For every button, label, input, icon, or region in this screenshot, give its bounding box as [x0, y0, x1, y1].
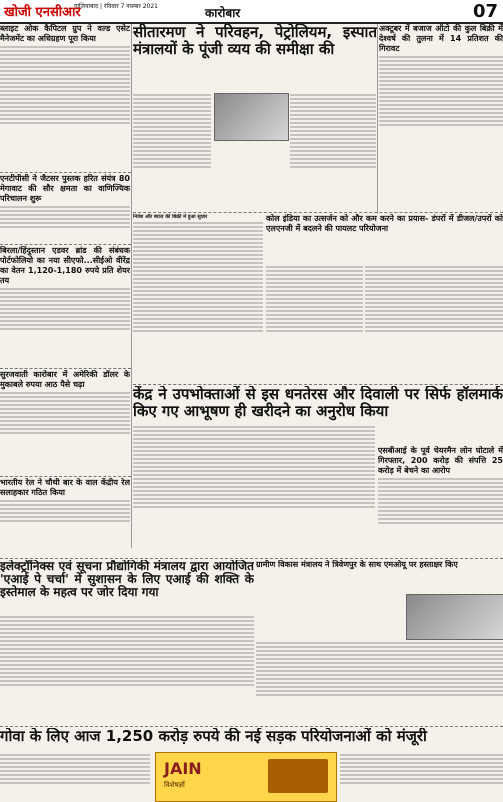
article-12-head	[0, 560, 254, 612]
article-7-text-right	[365, 264, 503, 380]
section-divider	[0, 368, 131, 369]
headline: एनटीपीसी ने जैटसर पुस्तक हरित संयंत्र 80 मेगावाट की सौर क्षमता का वाणिज्यिक परिचालन शुरू	[0, 174, 130, 203]
page-number: 07	[472, 1, 498, 22]
section-title: कारोबार	[205, 6, 241, 20]
headline: बिरला/हिंदुस्तान एडवर ब्रांड की संबंधक पोर्टफोलियो का नया सीएफो...सीईओ वीरेंद्र का वेतन 1,120-1,180 रुपये प्रति शेयर तय	[0, 246, 130, 285]
article-13-head	[256, 560, 503, 592]
newspaper-title: खोजी एनसीआर	[4, 5, 81, 20]
article-7-head	[266, 214, 503, 262]
article-14-text-left	[0, 752, 150, 800]
headline: भारतीय रेल ने चौथी बार के वाल केंद्रीय रेल सलाहकार गठित किया	[0, 478, 130, 497]
ad-title: JAIN	[164, 759, 202, 778]
article-4	[0, 174, 130, 246]
section-divider	[0, 244, 131, 245]
headline: ग्रामीण विकास मंत्रालय ने त्रिवेणपुर के साथ एमओयू पर हस्ताक्षर किए	[256, 560, 458, 569]
article-9-head	[133, 386, 503, 422]
article-14-head	[0, 728, 503, 750]
section-divider	[0, 172, 131, 173]
section-divider	[0, 726, 503, 727]
column-divider	[131, 24, 132, 548]
article-3	[379, 24, 503, 156]
lead-headline: सीतारमण ने परिवहन, पेट्रोलियम, इस्पात मंत्रालयों के पूंजी व्यय की समीक्षा की	[133, 24, 377, 58]
article-7-text	[266, 264, 363, 380]
article-2-text-left	[133, 92, 211, 212]
column-divider	[377, 24, 378, 214]
article-2-text-right	[290, 92, 376, 212]
article-12-text	[0, 614, 254, 724]
section-divider	[0, 558, 503, 559]
meeting-photo	[406, 594, 503, 640]
section-divider	[133, 384, 503, 385]
headline: ब्लाइट ओक कैपिटल ग्रुप ने वल्ड एसेट मैनेजमेंट का अधिग्रहण पूरा किया	[0, 24, 130, 43]
article-10	[0, 478, 130, 556]
headline: गोवा के लिए आज 1,250 करोड़ रुपये की नई सड़क परियोजनाओं को मंजूरी	[0, 728, 427, 745]
article-9-text	[133, 424, 375, 548]
headline: अक्टूबर में बजाज ऑटो की कुल बिक्री में देश्वर्ष की तुलना में 14 प्रतिशत की गिरावट	[379, 24, 503, 53]
article-14-text-right	[340, 752, 503, 800]
article-5	[0, 246, 130, 366]
issue-date: गाजियाबाद | रविवार 7 नवम्बर 2021	[74, 3, 158, 10]
section-divider	[0, 476, 131, 477]
ad-image	[268, 759, 328, 793]
minister-photo	[214, 93, 289, 141]
article-1	[0, 24, 130, 172]
ad-line: विशेषज्ञों	[164, 781, 185, 789]
headline: सुरजवाती कारोबार में अमेरिकी डॉलर के मुकाबले रुपया आठ पैसे चढ़ा	[0, 370, 130, 389]
section-divider	[133, 212, 503, 213]
article-2-head	[133, 24, 377, 88]
headline: कोल इंडिया का उत्सर्जन को और कम करने का प्रयास- डंपरों में डीजल/उपरों को एलएनजी में बदलने की पायलट परियोजना	[266, 214, 503, 233]
headline: केंद्र ने उपभोक्ताओं से इस धनतेरस और दिवाली पर सिर्फ हॉलमार्क किए गए आभूषण ही खरीदने का अनुरोध किया	[133, 386, 503, 420]
masthead	[0, 0, 503, 24]
advertisement	[155, 752, 337, 802]
article-text	[0, 46, 130, 124]
article-8	[0, 370, 130, 478]
article-13-text	[256, 594, 503, 722]
article-text	[379, 56, 503, 126]
headline: निवेश और ब्याज की बिक्री में हुआ सुधार	[133, 214, 208, 220]
article-6	[133, 214, 263, 384]
article-11	[378, 446, 503, 558]
headline: इलेक्ट्रॉनिक्स एवं सूचना प्रौद्योगिकी मंत्रालय द्वारा आयोजित 'एआई पे चर्चा' में सुशासन के लिए एआई की शक्ति के इस्तेमाल के महत्व पर जोर दिया गया	[0, 560, 254, 599]
headline: एसबीआई के पूर्व चेयरमैन लोन घोटाले में गिरफ्तार, 200 करोड़ की संपत्ति 25 करोड़ में बेचने का आरोप	[378, 446, 503, 475]
